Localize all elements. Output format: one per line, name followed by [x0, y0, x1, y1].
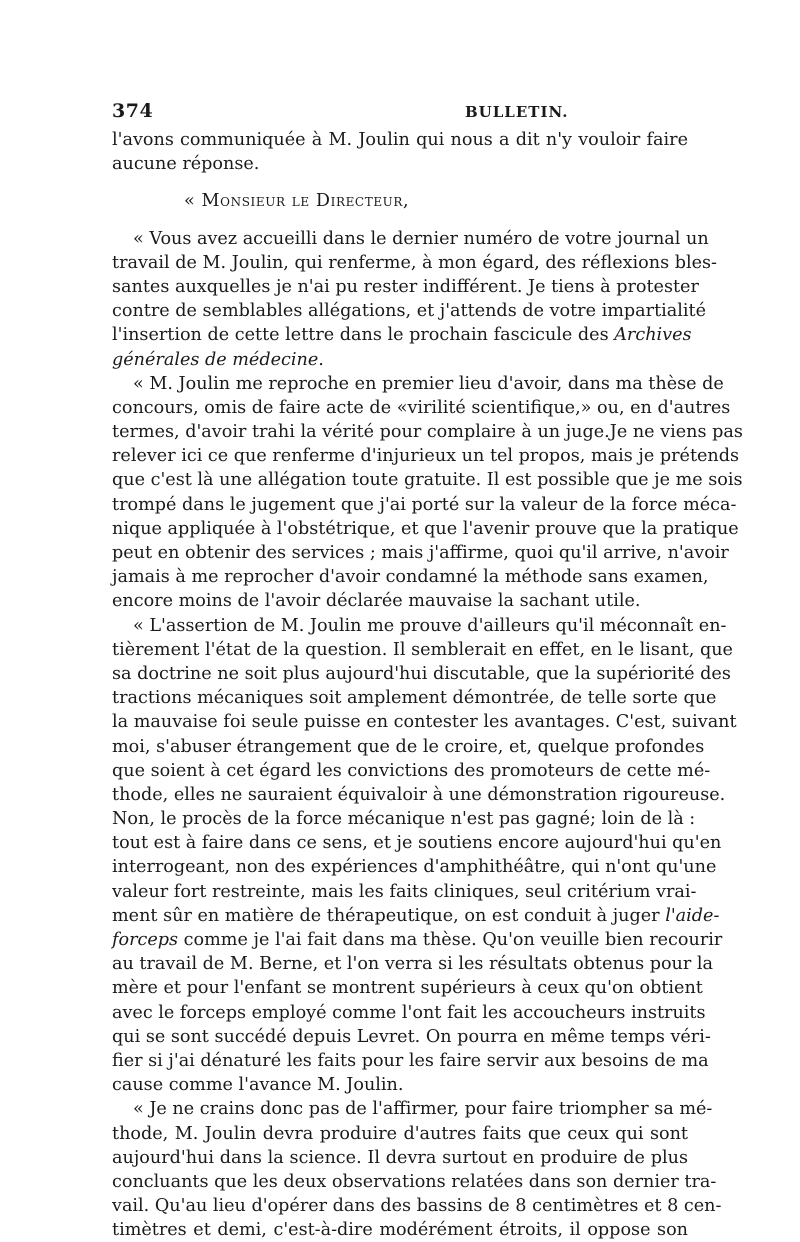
text-line: encore moins de l'avoir déclarée mauvaise la sachant utile. [112, 591, 641, 612]
text-line: contre de semblables allégations, et j'attends de votre impartialité [112, 301, 706, 322]
text-fragment: l'insertion de cette lettre dans le prochain fascicule des [112, 325, 615, 346]
text-line: au travail de M. Berne, et l'on verra si les résultats obtenus pour la [112, 954, 714, 975]
text-line: vail. Qu'au lieu d'opérer dans des bassins de 8 centimètres et 8 cen- [112, 1196, 722, 1217]
text-line: moi, s'abuser étrangement que de le croire, et, quelque profondes [112, 736, 705, 757]
text-line: aujourd'hui dans la science. Il devra surtout en produire de plus [112, 1147, 688, 1168]
text-line: aucune réponse. [112, 154, 260, 175]
text-line: valeur fort restreinte, mais les faits cliniques, seul critérium vrai- [112, 881, 697, 902]
text-line: interrogeant, non des expériences d'amphithéâtre, qui n'ont qu'une [112, 857, 717, 878]
text-line: « L'assertion de M. Joulin me prouve d'ailleurs qu'il méconnaît en- [133, 615, 727, 636]
text-line: cause comme l'avance M. Joulin. [112, 1075, 404, 1096]
italic-title: Archives [614, 325, 692, 346]
text-line: tractions mécaniques soit amplement démontrée, de telle sorte que [112, 688, 717, 709]
text-fragment: comme je l'ai fait dans ma thèse. Qu'on veuille bien recourir [178, 930, 723, 950]
paragraph-gap [112, 214, 688, 227]
page-header [112, 100, 688, 122]
italic-term: forceps [112, 930, 179, 950]
text-line: termes, d'avoir trahi la vérité pour complaire à un juge.Je ne viens pas [112, 422, 743, 443]
text-line: la mauvaise foi seule puisse en contester les avantages. C'est, suivant [112, 712, 737, 733]
text-line: timètres et demi, c'est-à-dire modérément étroits, il oppose son [112, 1220, 688, 1241]
text-line [112, 904, 720, 928]
text-line: nique appliquée à l'obstétrique, et que l'avenir prouve que la pratique [112, 518, 739, 539]
text-line [112, 928, 723, 952]
italic-term: l'aide- [665, 905, 720, 926]
text-line: « Vous avez accueilli dans le dernier numéro de votre journal un [133, 228, 709, 249]
text-line [112, 323, 692, 347]
text-line: concours, omis de faire acte de «virilité scientifique,» ou, en d'autres [112, 397, 731, 418]
text-line: que soient à cet égard les convictions des promoteurs de cette mé- [112, 760, 711, 781]
text-line: générales de médecine. [112, 349, 324, 370]
page-number: 374 [112, 100, 154, 122]
text-line: fier si j'ai dénaturé les faits pour les faire servir aux besoins de ma [112, 1050, 709, 1071]
text-line: « M. Joulin me reproche en premier lieu d'avoir, dans ma thèse de [133, 373, 724, 394]
text-fragment: ment sûr en matière de thérapeutique, on est conduit à juger [112, 905, 666, 926]
salutation: « Monsieur le Directeur, [184, 191, 410, 212]
text-line: que c'est là une allégation toute gratuite. Il est possible que je me sois [112, 470, 743, 491]
running-head: BULLETIN. [465, 103, 569, 121]
text-line: avec le forceps employé comme l'ont fait les accoucheurs instruits [112, 1002, 706, 1023]
text-line: thode, M. Joulin devra produire d'autres faits que ceux qui sont [112, 1123, 688, 1144]
text-line: l'avons communiquée à M. Joulin qui nous a dit n'y vouloir faire [112, 130, 688, 150]
text-line: mère et pour l'enfant se montrent supérieurs à ceux qu'on obtient [112, 978, 703, 999]
text-line: thode, elles ne sauraient équivaloir à une démonstration rigoureuse. [112, 784, 726, 805]
text-line: peut en obtenir des services ; mais j'affirme, quoi qu'il arrive, n'avoir [112, 543, 729, 563]
text-line: jamais à me reprocher d'avoir condamné la méthode sans examen, [112, 567, 709, 588]
text-line: « Je ne crains donc pas de l'affirmer, pour faire triompher sa mé- [133, 1099, 713, 1120]
text-line: qui se sont succédé depuis Levret. On pourra en même temps véri- [112, 1026, 711, 1047]
text-line: trompé dans le jugement que j'ai porté sur la valeur de la force méca- [112, 494, 737, 515]
body-text [112, 128, 743, 1242]
text-line: tièrement l'état de la question. Il semblerait en effet, en le lisant, que [112, 639, 733, 660]
paragraph-gap [112, 176, 688, 189]
text-line: sa doctrine ne soit plus aujourd'hui discutable, que la supériorité des [112, 663, 731, 684]
text-line: santes auxquelles je n'ai pu rester indifférent. Je tiens à protester [112, 276, 699, 297]
text-line: concluants que les deux observations relatées dans son dernier tra- [112, 1171, 717, 1192]
text-line: travail de M. Joulin, qui renferme, à mon égard, des réflexions bles- [112, 252, 717, 273]
text-line: Non, le procès de la force mécanique n'est pas gagné; loin de là : [112, 809, 696, 830]
text-line: tout est à faire dans ce sens, et je soutiens encore aujourd'hui qu'en [112, 833, 722, 854]
text-line: relever ici ce que renferme d'injurieux un tel propos, mais je prétends [112, 446, 740, 467]
